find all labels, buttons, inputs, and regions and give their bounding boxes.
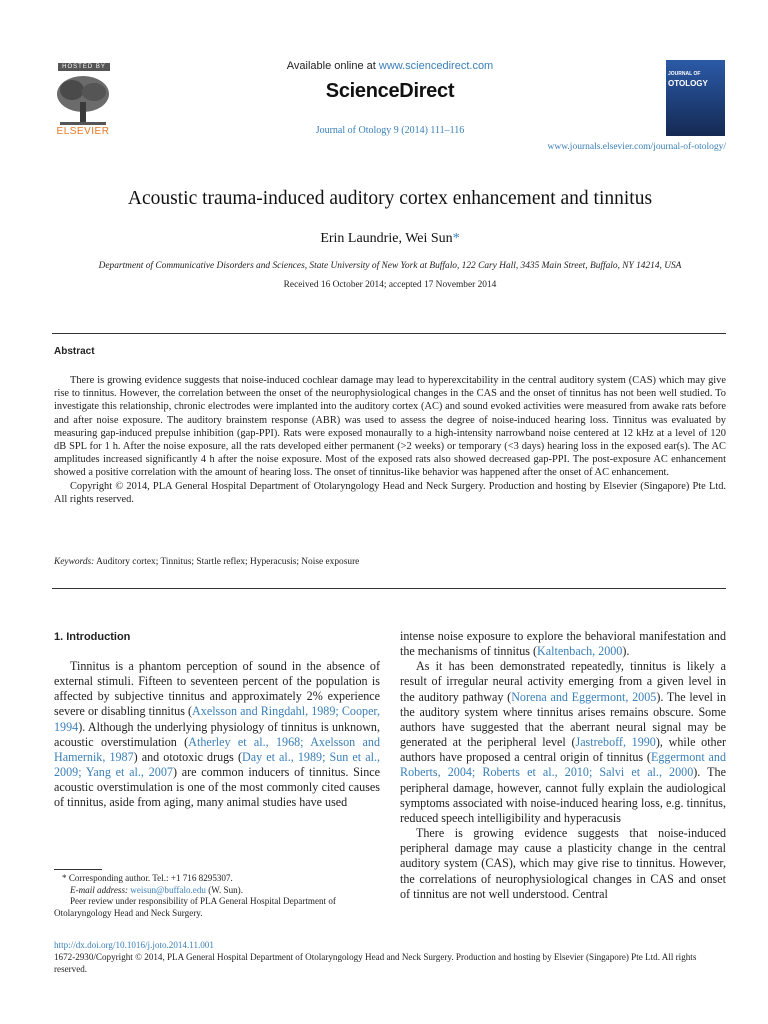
intro-paragraph-1	[54, 659, 380, 811]
paragraph-text: intense noise exposure to explore the behavioral manifestation and the mechanisms of tinnitus (	[400, 629, 726, 659]
available-online	[250, 60, 530, 72]
journal-cover-title	[668, 70, 723, 88]
paragraph-text: There is growing evidence suggests that noise-induced peripheral damage may cause a plasticity change in the central auditory system (CAS), which may give rise to tinnitus. However, the correlations of neurophysiological changes in CAS and onset of tinnitus are not well understood. Central	[400, 826, 726, 901]
intro-paragraph-1-cont	[400, 629, 726, 659]
footnote-rule	[54, 869, 102, 870]
corresponding-author-mark[interactable]: *	[452, 231, 460, 246]
divider-top	[52, 333, 726, 334]
available-prefix: Available online at	[286, 60, 379, 72]
citation-link[interactable]: Norena and Eggermont, 2005	[511, 689, 657, 704]
email-label: E-mail address:	[70, 884, 129, 895]
author-affiliation: Department of Communicative Disorders and Sciences, State University of New York at Buffalo, 122 Cary Hall, 3435 Main Street, Buffalo, NY 14214, USA	[98, 261, 682, 271]
paragraph-text: As it has been demonstrated repeatedly, tinnitus is likely a result of irregular neural activity emerging from a given level in the auditory pathway (	[400, 659, 726, 704]
hosted-by-label: HOSTED BY	[58, 63, 110, 71]
divider-bottom	[52, 588, 726, 589]
abstract-copyright: Copyright © 2014, PLA General Hospital Department of Otolaryngology Head and Neck Surgery. Production and hosting by Elsevier (Singapore) Pte Ltd. All rights reserved.	[54, 480, 726, 505]
paragraph-text: ) and ototoxic drugs (	[133, 749, 242, 764]
email-link[interactable]: weisun@buffalo.edu	[130, 884, 206, 895]
paragraph-text: ) are common inducers of tinnitus. Since acoustic overstimulation is one of the most commonly cited causes of tinnitus, aside from aging, many animal studies have used	[54, 765, 380, 810]
footnote-email	[54, 885, 380, 897]
doi-link[interactable]: http://dx.doi.org/10.1016/j.joto.2014.11.001	[54, 940, 214, 950]
section-heading-introduction: 1. Introduction	[54, 631, 131, 643]
keywords-list: Auditory cortex; Tinnitus; Startle reflex; Hyperacusis; Noise exposure	[96, 557, 360, 567]
intro-paragraph-3	[400, 826, 726, 902]
paragraph-text: Tinnitus is a phantom perception of sound in the absence of external stimuli. Fifteen to seventeen percent of the population is affected by subjective tinnitus and approximately 2% experience severe or disabling tinnitus (	[54, 659, 380, 719]
abstract-heading: Abstract	[54, 346, 95, 357]
paragraph-text: ). The level in the auditory system where tinnitus arises remains obscure. Some authors have suggested that the aberrant neural signal may be generated at the peripheral level (	[400, 689, 726, 750]
article-authors	[40, 231, 740, 247]
cover-line-2: OTOLOGY	[668, 79, 708, 88]
sciencedirect-logo: ScienceDirect	[325, 80, 455, 102]
citation-link[interactable]: Eggermont and Roberts, 2004; Roberts et al., 2010; Salvi et al., 2000	[400, 750, 726, 780]
cover-line-1: JOURNAL OF	[668, 71, 701, 77]
received-dates: Received 16 October 2014; accepted 17 November 2014	[283, 280, 497, 290]
paragraph-text: ).	[622, 644, 630, 659]
author-names: Erin Laundrie, Wei Sun	[320, 231, 453, 246]
citation-link[interactable]: Kaltenbach, 2000	[537, 644, 623, 659]
footnote-corresponding: * Corresponding author. Tel.: +1 716 8295307.	[62, 873, 233, 883]
issn-copyright: 1672-2930/Copyright © 2014, PLA General Hospital Department of Otolaryngology Head and Neck Surgery. Production and hosting by Elsevier (Singapore) Pte Ltd. All rights reserved.	[54, 952, 697, 974]
citation-link[interactable]: Jastreboff, 1990	[575, 735, 656, 750]
keywords	[54, 557, 726, 567]
intro-paragraph-2	[400, 659, 726, 826]
journal-reference: Journal of Otology 9 (2014) 111–116	[315, 125, 465, 136]
citation-link[interactable]: Day et al., 1989; Sun et al., 2009; Yang et al., 2007	[54, 749, 380, 780]
citation-link[interactable]: Axelsson and Ringdahl, 1989; Cooper, 1994	[54, 704, 380, 734]
journal-url-link[interactable]: www.journals.elsevier.com/journal-of-otology/	[547, 142, 726, 152]
left-column	[54, 659, 380, 811]
paragraph-text: ). Although the underlying physiology of tinnitus is unknown, acoustic overstimulation (	[54, 719, 380, 749]
footnote-peer-review: Peer review under responsibility of PLA General Hospital Department of Otolaryngology Head and Neck Surgery.	[54, 896, 336, 918]
sciencedirect-link[interactable]: www.sciencedirect.com	[378, 60, 494, 72]
footnotes	[54, 873, 380, 919]
email-suffix: (W. Sun).	[205, 884, 243, 895]
right-column	[400, 629, 726, 902]
paragraph-text: ), while other authors have proposed a central origin of tinnitus (	[400, 735, 726, 765]
keywords-label: Keywords:	[54, 557, 95, 567]
elsevier-wordmark: ELSEVIER	[56, 126, 110, 137]
article-title: Acoustic trauma-induced auditory cortex enhancement and tinnitus	[127, 188, 653, 209]
citation-link[interactable]: Atherley et al., 1968; Axelsson and Hamernik, 1987	[54, 734, 381, 764]
abstract-body	[54, 374, 726, 506]
paragraph-text: ). The peripheral damage, however, cannot fully explain the audiological symptoms associated with noise-induced hearing loss, e.g. tinnitus, reduced speech intelligibility and hyperacusis	[400, 765, 726, 825]
abstract-text: There is growing evidence suggests that noise-induced cochlear damage may lead to hyperexcitability in the central auditory system (CAS) which may give rise to tinnitus. However, the correlation between the onset of the neurophysiological changes in the CAS and the onset of tinnitus has not been well studied. To investigate this relationship, chronic electrodes were implanted into the auditory cortex (AC) and sound evoked activities were measured from awake rats before and after noise exposure. The auditory brainstem response (ABR) was used to assess the degree of noise-induced hearing loss. Tinnitus was evaluated by measuring gap-induced prepulse inhibition (gap-PPI). Rats were exposed monaurally to a high-intensity narrowband noise centered at 12 kHz at a level of 120 dB SPL for 1 h. After the noise exposure, all the rats developed either permanent (>2 weeks) or temporary (<3 days) hearing loss in the exposed ear(s). The AC amplitudes increased significantly 4 h after the noise exposure. Most of the exposed rats also showed decreased gap-PPI. The post-exposure AC enhancement showed a positive correlation with the amount of hearing loss. The onset of tinnitus-like behavior was happened after the onset of AC enhancement.	[54, 375, 726, 479]
